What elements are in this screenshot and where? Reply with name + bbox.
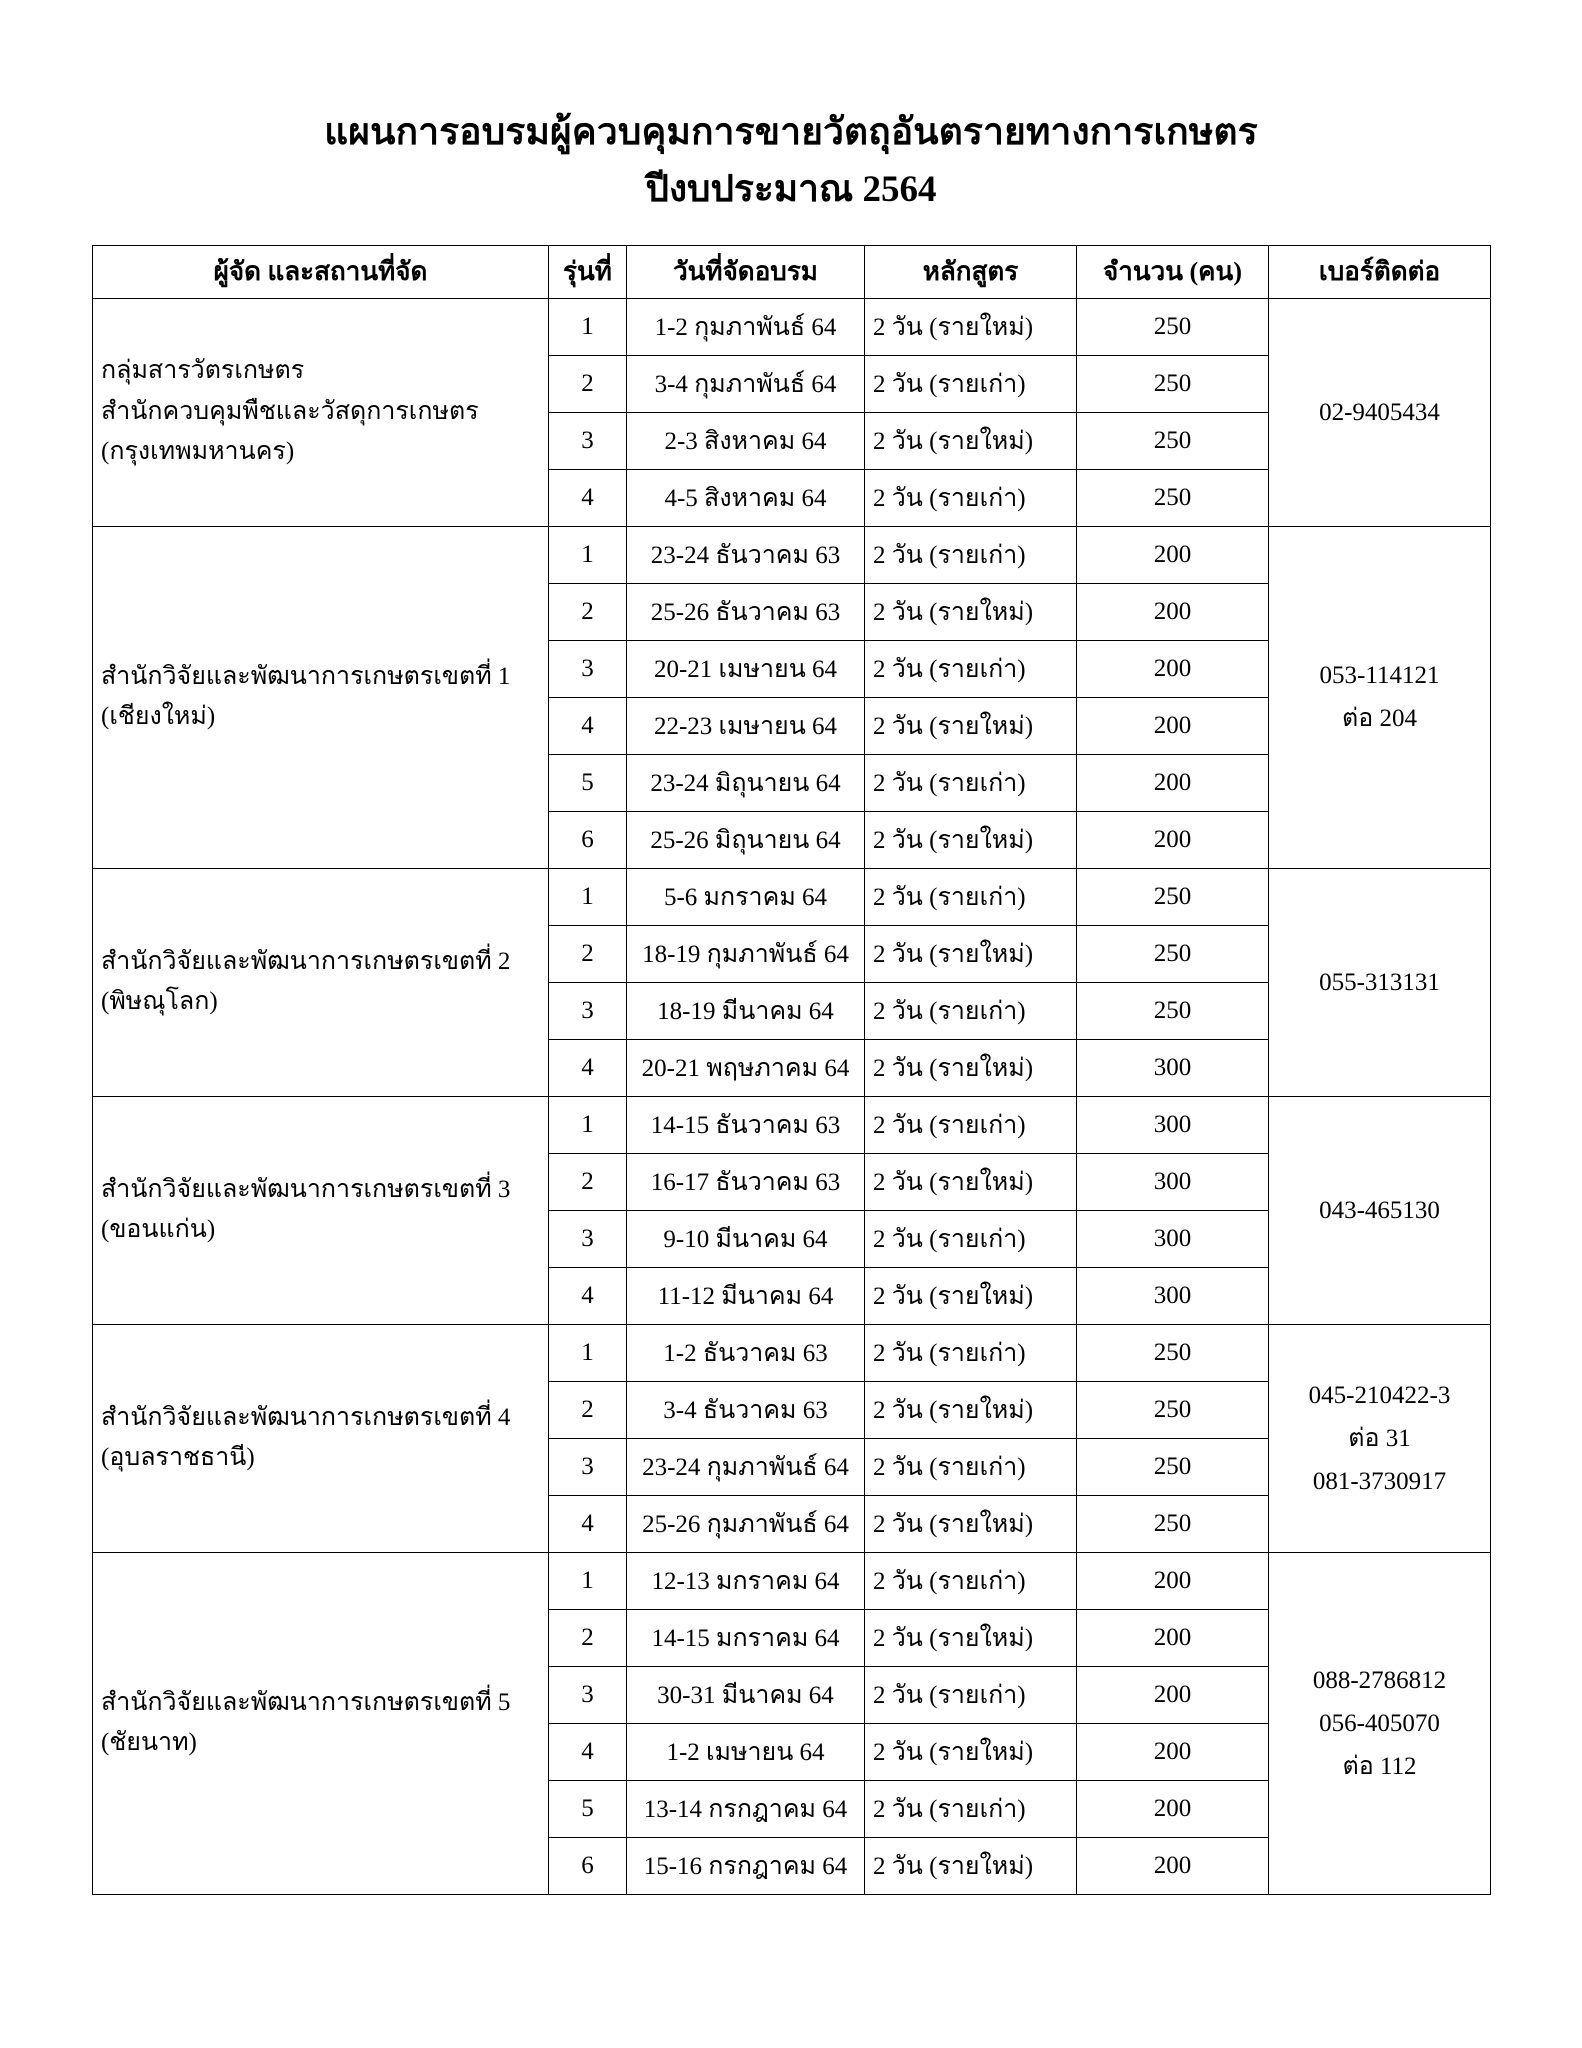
round-cell: 1 xyxy=(549,1552,627,1609)
table-row xyxy=(93,1552,1491,1609)
count-cell: 200 xyxy=(1077,1609,1269,1666)
organizer-cell xyxy=(93,1552,549,1894)
round-cell: 1 xyxy=(549,298,627,355)
date-cell: 25-26 ธันวาคม 63 xyxy=(627,583,865,640)
date-cell: 25-26 มิถุนายน 64 xyxy=(627,811,865,868)
col-header-date: วันที่จัดอบรม xyxy=(627,245,865,298)
organizer-line: (ชัยนาท) xyxy=(101,1729,197,1757)
course-cell: 2 วัน (รายใหม่) xyxy=(865,1039,1077,1096)
count-cell: 300 xyxy=(1077,1210,1269,1267)
organizer-cell xyxy=(93,298,549,526)
course-cell: 2 วัน (รายเก่า) xyxy=(865,1324,1077,1381)
course-cell: 2 วัน (รายเก่า) xyxy=(865,526,1077,583)
round-cell: 4 xyxy=(549,1267,627,1324)
date-cell: 25-26 กุมภาพันธ์ 64 xyxy=(627,1495,865,1552)
count-cell: 250 xyxy=(1077,412,1269,469)
organizer-line: (ขอนแก่น) xyxy=(101,1216,216,1244)
count-cell: 250 xyxy=(1077,298,1269,355)
col-header-phone: เบอร์ติดต่อ xyxy=(1269,245,1491,298)
date-cell: 22-23 เมษายน 64 xyxy=(627,697,865,754)
count-cell: 200 xyxy=(1077,1837,1269,1894)
course-cell: 2 วัน (รายใหม่) xyxy=(865,1381,1077,1438)
col-header-course: หลักสูตร xyxy=(865,245,1077,298)
round-cell: 4 xyxy=(549,1495,627,1552)
round-cell: 3 xyxy=(549,640,627,697)
course-cell: 2 วัน (รายเก่า) xyxy=(865,469,1077,526)
course-cell: 2 วัน (รายเก่า) xyxy=(865,1780,1077,1837)
course-cell: 2 วัน (รายเก่า) xyxy=(865,1210,1077,1267)
round-cell: 5 xyxy=(549,754,627,811)
course-cell: 2 วัน (รายเก่า) xyxy=(865,1666,1077,1723)
table-header-row xyxy=(93,245,1491,298)
organizer-line: สำนักวิจัยและพัฒนาการเกษตรเขตที่ 1 xyxy=(101,662,511,690)
course-cell: 2 วัน (รายใหม่) xyxy=(865,298,1077,355)
count-cell: 200 xyxy=(1077,811,1269,868)
course-cell: 2 วัน (รายใหม่) xyxy=(865,412,1077,469)
round-cell: 1 xyxy=(549,868,627,925)
organizer-line: สำนักวิจัยและพัฒนาการเกษตรเขตที่ 4 xyxy=(101,1403,511,1431)
count-cell: 250 xyxy=(1077,469,1269,526)
organizer-line: สำนักควบคุมพืชและวัสดุการเกษตร xyxy=(101,397,479,425)
date-cell: 18-19 มีนาคม 64 xyxy=(627,982,865,1039)
table-row xyxy=(93,1324,1491,1381)
course-cell: 2 วัน (รายใหม่) xyxy=(865,811,1077,868)
count-cell: 200 xyxy=(1077,583,1269,640)
count-cell: 300 xyxy=(1077,1039,1269,1096)
table-row xyxy=(93,526,1491,583)
phone-line: ต่อ 31 xyxy=(1348,1424,1411,1452)
count-cell: 200 xyxy=(1077,754,1269,811)
date-cell: 3-4 กุมภาพันธ์ 64 xyxy=(627,355,865,412)
phone-line: 043-465130 xyxy=(1319,1196,1440,1224)
date-cell: 3-4 ธันวาคม 63 xyxy=(627,1381,865,1438)
course-cell: 2 วัน (รายเก่า) xyxy=(865,640,1077,697)
date-cell: 30-31 มีนาคม 64 xyxy=(627,1666,865,1723)
date-cell: 16-17 ธันวาคม 63 xyxy=(627,1153,865,1210)
count-cell: 300 xyxy=(1077,1096,1269,1153)
organizer-line: (เชียงใหม่) xyxy=(101,703,216,731)
phone-cell xyxy=(1269,1552,1491,1894)
count-cell: 200 xyxy=(1077,640,1269,697)
phone-line: 053-114121 xyxy=(1319,662,1440,690)
course-cell: 2 วัน (รายเก่า) xyxy=(865,355,1077,412)
round-cell: 2 xyxy=(549,925,627,982)
organizer-cell xyxy=(93,1324,549,1552)
phone-line: 056-405070 xyxy=(1319,1709,1440,1737)
course-cell: 2 วัน (รายใหม่) xyxy=(865,583,1077,640)
table-row xyxy=(93,1096,1491,1153)
organizer-cell xyxy=(93,1096,549,1324)
phone-line: 081-3730917 xyxy=(1312,1467,1447,1495)
date-cell: 20-21 พฤษภาคม 64 xyxy=(627,1039,865,1096)
col-header-round: รุ่นที่ xyxy=(549,245,627,298)
course-cell: 2 วัน (รายเก่า) xyxy=(865,1096,1077,1153)
date-cell: 20-21 เมษายน 64 xyxy=(627,640,865,697)
round-cell: 4 xyxy=(549,1039,627,1096)
round-cell: 4 xyxy=(549,469,627,526)
date-cell: 1-2 เมษายน 64 xyxy=(627,1723,865,1780)
count-cell: 200 xyxy=(1077,1780,1269,1837)
count-cell: 250 xyxy=(1077,355,1269,412)
round-cell: 2 xyxy=(549,583,627,640)
count-cell: 300 xyxy=(1077,1153,1269,1210)
round-cell: 3 xyxy=(549,1210,627,1267)
page-title: แผนการอบรมผู้ควบคุมการขายวัตถุอันตรายทางการเกษตร xyxy=(324,112,1258,153)
course-cell: 2 วัน (รายใหม่) xyxy=(865,1153,1077,1210)
date-cell: 23-24 มิถุนายน 64 xyxy=(627,754,865,811)
course-cell: 2 วัน (รายใหม่) xyxy=(865,1267,1077,1324)
organizer-line: (พิษณุโลก) xyxy=(101,988,218,1016)
table-row xyxy=(93,868,1491,925)
round-cell: 2 xyxy=(549,1609,627,1666)
phone-cell xyxy=(1269,868,1491,1096)
date-cell: 15-16 กรกฎาคม 64 xyxy=(627,1837,865,1894)
round-cell: 5 xyxy=(549,1780,627,1837)
date-cell: 5-6 มกราคม 64 xyxy=(627,868,865,925)
round-cell: 1 xyxy=(549,1096,627,1153)
page-subtitle: ปีงบประมาณ 2564 xyxy=(645,169,937,211)
course-cell: 2 วัน (รายใหม่) xyxy=(865,1837,1077,1894)
count-cell: 200 xyxy=(1077,526,1269,583)
course-cell: 2 วัน (รายใหม่) xyxy=(865,1495,1077,1552)
count-cell: 250 xyxy=(1077,1438,1269,1495)
course-cell: 2 วัน (รายเก่า) xyxy=(865,754,1077,811)
round-cell: 6 xyxy=(549,1837,627,1894)
round-cell: 2 xyxy=(549,355,627,412)
course-cell: 2 วัน (รายใหม่) xyxy=(865,925,1077,982)
course-cell: 2 วัน (รายเก่า) xyxy=(865,1552,1077,1609)
table-body xyxy=(93,298,1491,1894)
course-cell: 2 วัน (รายใหม่) xyxy=(865,1723,1077,1780)
organizer-line: สำนักวิจัยและพัฒนาการเกษตรเขตที่ 2 xyxy=(101,947,511,975)
course-cell: 2 วัน (รายใหม่) xyxy=(865,1609,1077,1666)
count-cell: 300 xyxy=(1077,1267,1269,1324)
date-cell: 23-24 กุมภาพันธ์ 64 xyxy=(627,1438,865,1495)
round-cell: 2 xyxy=(549,1153,627,1210)
date-cell: 9-10 มีนาคม 64 xyxy=(627,1210,865,1267)
date-cell: 1-2 ธันวาคม 63 xyxy=(627,1324,865,1381)
date-cell: 1-2 กุมภาพันธ์ 64 xyxy=(627,298,865,355)
phone-line: ต่อ 204 xyxy=(1342,705,1417,733)
count-cell: 250 xyxy=(1077,1381,1269,1438)
round-cell: 4 xyxy=(549,697,627,754)
date-cell: 4-5 สิงหาคม 64 xyxy=(627,469,865,526)
phone-cell xyxy=(1269,1096,1491,1324)
date-cell: 23-24 ธันวาคม 63 xyxy=(627,526,865,583)
course-cell: 2 วัน (รายเก่า) xyxy=(865,982,1077,1039)
course-cell: 2 วัน (รายเก่า) xyxy=(865,868,1077,925)
organizer-line: กลุ่มสารวัตรเกษตร xyxy=(101,357,305,385)
date-cell: 2-3 สิงหาคม 64 xyxy=(627,412,865,469)
training-plan-table xyxy=(92,245,1491,1895)
count-cell: 250 xyxy=(1077,982,1269,1039)
phone-line: 02-9405434 xyxy=(1319,398,1440,426)
round-cell: 1 xyxy=(549,1324,627,1381)
table-header xyxy=(93,245,1491,298)
count-cell: 250 xyxy=(1077,925,1269,982)
course-cell: 2 วัน (รายเก่า) xyxy=(865,1438,1077,1495)
round-cell: 3 xyxy=(549,982,627,1039)
phone-cell xyxy=(1269,526,1491,868)
organizer-line: (กรุงเทพมหานคร) xyxy=(101,438,295,466)
count-cell: 250 xyxy=(1077,868,1269,925)
count-cell: 250 xyxy=(1077,1495,1269,1552)
col-header-organizer: ผู้จัด และสถานที่จัด xyxy=(93,245,549,298)
phone-line: 045-210422-3 xyxy=(1308,1381,1451,1409)
count-cell: 200 xyxy=(1077,1666,1269,1723)
round-cell: 6 xyxy=(549,811,627,868)
phone-line: 055-313131 xyxy=(1319,968,1440,996)
round-cell: 3 xyxy=(549,1666,627,1723)
round-cell: 4 xyxy=(549,1723,627,1780)
count-cell: 200 xyxy=(1077,697,1269,754)
table-row xyxy=(93,298,1491,355)
date-cell: 14-15 มกราคม 64 xyxy=(627,1609,865,1666)
course-cell: 2 วัน (รายใหม่) xyxy=(865,697,1077,754)
phone-cell xyxy=(1269,298,1491,526)
date-cell: 11-12 มีนาคม 64 xyxy=(627,1267,865,1324)
organizer-line: (อุบลราชธานี) xyxy=(101,1444,255,1472)
organizer-cell xyxy=(93,868,549,1096)
organizer-line: สำนักวิจัยและพัฒนาการเกษตรเขตที่ 3 xyxy=(101,1175,511,1203)
count-cell: 200 xyxy=(1077,1552,1269,1609)
count-cell: 250 xyxy=(1077,1324,1269,1381)
phone-cell xyxy=(1269,1324,1491,1552)
round-cell: 3 xyxy=(549,412,627,469)
date-cell: 14-15 ธันวาคม 63 xyxy=(627,1096,865,1153)
date-cell: 12-13 มกราคม 64 xyxy=(627,1552,865,1609)
phone-line: 088-2786812 xyxy=(1312,1666,1447,1694)
phone-line: ต่อ 112 xyxy=(1342,1752,1417,1780)
organizer-line: สำนักวิจัยและพัฒนาการเกษตรเขตที่ 5 xyxy=(101,1688,511,1716)
round-cell: 2 xyxy=(549,1381,627,1438)
round-cell: 3 xyxy=(549,1438,627,1495)
organizer-cell xyxy=(93,526,549,868)
date-cell: 18-19 กุมภาพันธ์ 64 xyxy=(627,925,865,982)
count-cell: 200 xyxy=(1077,1723,1269,1780)
col-header-count: จำนวน (คน) xyxy=(1077,245,1269,298)
date-cell: 13-14 กรกฎาคม 64 xyxy=(627,1780,865,1837)
round-cell: 1 xyxy=(549,526,627,583)
